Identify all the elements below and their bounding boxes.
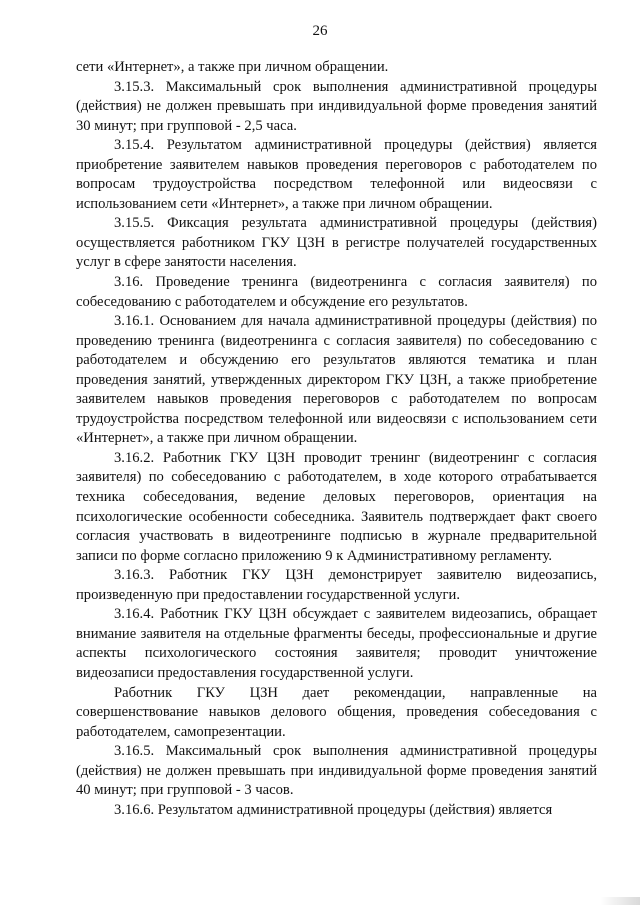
- paragraph-3-16-3: 3.16.3. Работник ГКУ ЦЗН демонстрирует заявителю видеозапись, произведенную при предоставлении государственной услуги.: [76, 567, 597, 603]
- page-number: 26: [312, 23, 328, 39]
- paragraph-3-16-4: 3.16.4. Работник ГКУ ЦЗН обсуждает с заявителем видеозапись, обращает внимание заявителя на отдельные фрагменты беседы, профессиональные и другие аспекты психологического состояния заявителя; проводит уничтожение видеозаписи предоставления государственной услуги.: [76, 606, 597, 681]
- paragraph-3-16-1: 3.16.1. Основанием для начала административной процедуры (действия) по проведению тренинга (видеотренинга с согласия заявителя) по собеседованию с работодателем и обсуждению его результатов являются тематика и план проведения занятий, утвержденных директором ГКУ ЦЗН, а также приобретение заявителем навыков проведения переговоров с работодателем по вопросам трудоустройства посредством телефонной или видеосвязи с использованием сети «Интернет», а также при личном обращении.: [76, 313, 597, 447]
- paragraph-3-15-5: 3.15.5. Фиксация результата административной процедуры (действия) осуществляется работником ГКУ ЦЗН в регистре получателей государственных услуг в сфере занятости населения.: [76, 215, 597, 271]
- paragraph-3-16-6: 3.16.6. Результатом административной процедуры (действия) является: [114, 801, 553, 818]
- document-body: [76, 58, 597, 820]
- paragraph-3-16-5: 3.16.5. Максимальный срок выполнения административной процедуры (действия) не должен превышать при индивидуальной форме проведения занятий 40 минут; при групповой - 3 часов.: [76, 743, 597, 799]
- paragraph-continuation: сети «Интернет», а также при личном обращении.: [76, 59, 389, 75]
- paragraph-3-16-2: 3.16.2. Работник ГКУ ЦЗН проводит тренинг (видеотренинг с согласия заявителя) по собеседованию с работодателем, в ходе которого отрабатывается техника собеседования, ведение деловых переговоров, ориентация на психологические особенности собеседника. Заявитель подтверждает факт своего согласия участвовать в видеотренинге подписью в журнале предварительной записи по форме согласно приложению 9 к Административному регламенту.: [76, 449, 597, 564]
- paragraph-3-15-3: 3.15.3. Максимальный срок выполнения административной процедуры (действия) не должен превышать при индивидуальной форме проведения занятий 30 минут; при групповой - 2,5 часа.: [76, 78, 597, 134]
- paragraph-3-16: 3.16. Проведение тренинга (видеотренинга с согласия заявителя) по собеседованию с работодателем и обсуждение его результатов.: [76, 274, 597, 310]
- paragraph-3-15-4: 3.15.4. Результатом административной процедуры (действия) является приобретение заявителем навыков проведения переговоров с работодателем по вопросам трудоустройства посредством телефонной или видеосвязи с использованием сети «Интернет», а также при личном обращении.: [76, 137, 597, 212]
- paragraph-recommendations: Работник ГКУ ЦЗН дает рекомендации, направленные на совершенствование навыков делового общения, проведения собеседования с работодателем, самопрезентации.: [76, 684, 597, 740]
- scan-edge-shadow: [600, 897, 640, 905]
